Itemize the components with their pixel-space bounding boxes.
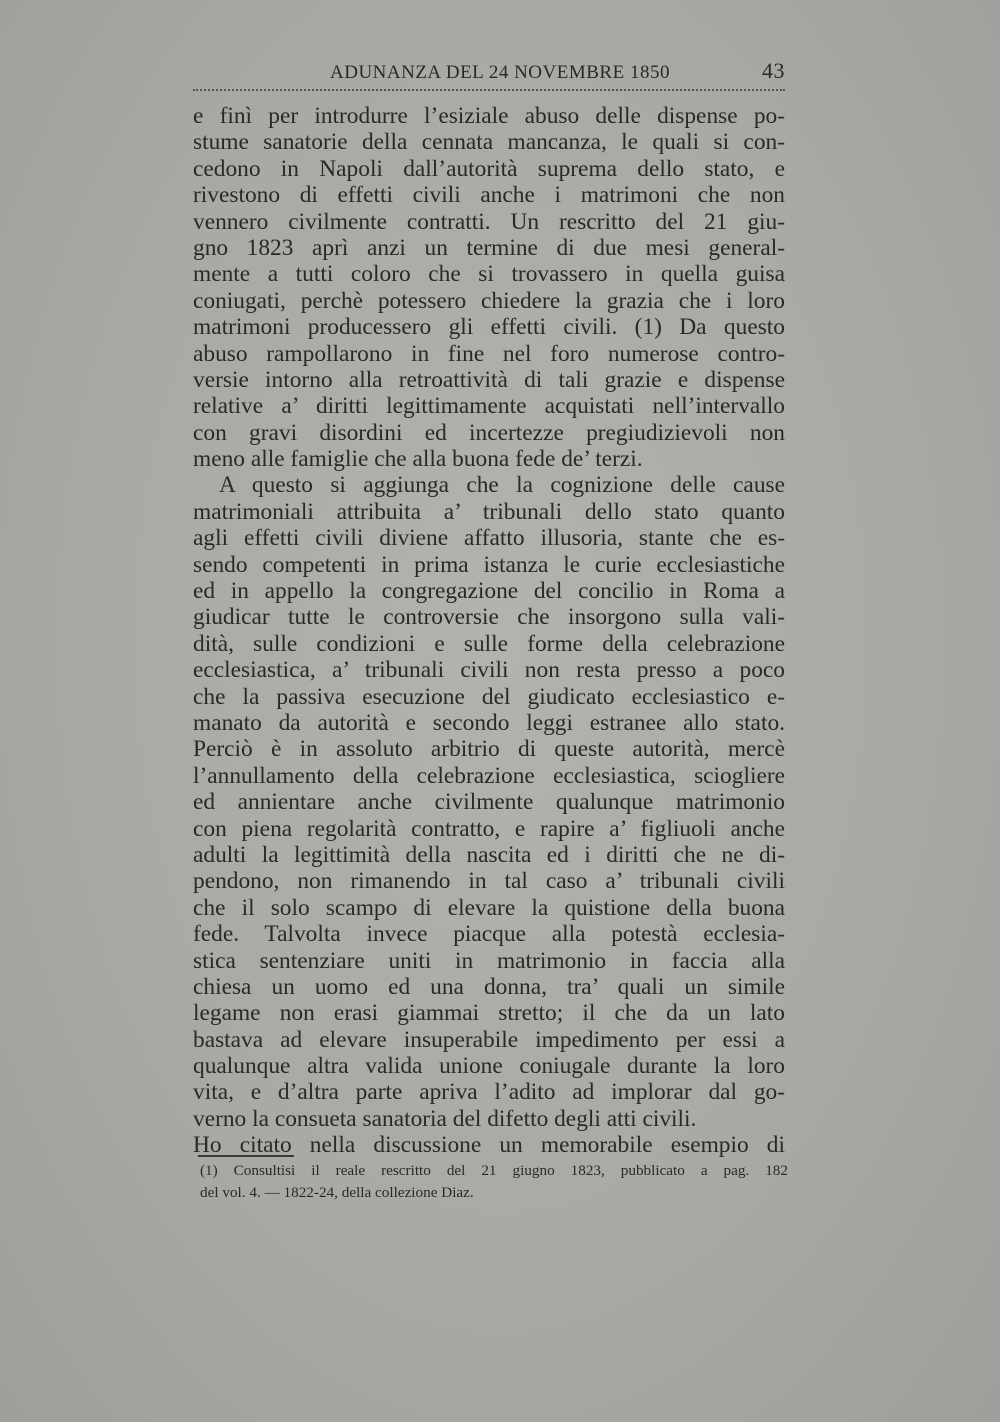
- body-text: [193, 103, 785, 1159]
- body-line: stume sanatorie della cennata mancanza, le quali si con-: [193, 129, 785, 156]
- body-line: con gravi disordini ed incertezze pregiudizievoli non: [193, 419, 785, 446]
- page-header: [330, 56, 785, 90]
- body-line: legame non erasi giammai stretto; il che da un lato: [193, 1000, 785, 1027]
- body-line: l’annullamento della celebrazione ecclesiastica, sciogliere: [193, 762, 785, 789]
- body-line: Perciò è in assoluto arbitrio di queste autorità, mercè: [193, 736, 785, 763]
- body-line: ed annientare anche civilmente qualunque matrimonio: [193, 789, 785, 816]
- body-line: ed in appello la congregazione del concilio in Roma a: [193, 578, 785, 605]
- body-line: verno la consueta sanatoria del difetto degli atti civili.: [193, 1105, 697, 1132]
- body-line: bastava ad elevare insuperabile impedimento per essi a: [193, 1026, 785, 1053]
- body-line: versie intorno alla retroattività di tali grazie e dispense: [193, 366, 785, 393]
- body-line: che il solo scampo di elevare la quistione della buona: [193, 894, 785, 921]
- footnote: [200, 1160, 788, 1204]
- body-line: vennero civilmente contratti. Un rescritto del 21 giu-: [193, 208, 785, 235]
- body-line: gno 1823 aprì anzi un termine di due mesi general-: [193, 234, 785, 261]
- body-line: coniugati, perchè potessero chiedere la grazia che i loro: [193, 287, 785, 314]
- body-line: dità, sulle condizioni e sulle forme della celebrazione: [193, 630, 785, 657]
- body-line: matrimoni producessero gli effetti civili. (1) Da questo: [193, 314, 785, 341]
- body-line: pendono, non rimanendo in tal caso a’ tribunali civili: [193, 868, 785, 895]
- body-line: con piena regolarità contratto, e rapire a’ figliuoli anche: [193, 815, 785, 842]
- body-line: fede. Talvolta invece piacque alla potestà ecclesia-: [193, 921, 785, 948]
- body-line: vita, e d’altra parte apriva l’adito ad implorar dal go-: [193, 1079, 785, 1106]
- body-line: meno alle famiglie che alla buona fede de’ terzi.: [193, 446, 643, 473]
- body-line: e finì per introdurre l’esiziale abuso delle dispense po-: [193, 103, 785, 129]
- body-line: relative a’ diritti legittimamente acquistati nell’intervallo: [193, 393, 785, 420]
- body-line: che la passiva esecuzione del giudicato ecclesiastico e-: [193, 683, 785, 710]
- body-line: A questo si aggiunga che la cognizione delle cause: [219, 472, 785, 499]
- page-number: 43: [762, 58, 785, 83]
- body-line: manato da autorità e secondo leggi estranee allo stato.: [193, 709, 785, 736]
- body-line: stica sentenziare uniti in matrimonio in faccia alla: [193, 947, 785, 974]
- body-line: agli effetti civili diviene affatto illusoria, stante che es-: [193, 525, 785, 552]
- footnote-line: del vol. 4. — 1822-24, della collezione Diaz.: [200, 1184, 474, 1201]
- body-line: rivestono di effetti civili anche i matrimoni che non: [193, 182, 785, 209]
- body-line: cedono in Napoli dall’autorità suprema dello stato, e: [193, 155, 785, 182]
- footnote-line: (1) Consultisi il reale rescritto del 21 giugno 1823, pubblicato a pag. 182: [200, 1162, 788, 1179]
- body-line: abuso rampollarono in fine nel foro numerose contro-: [193, 340, 785, 367]
- running-head: ADUNANZA DEL 24 NOVEMBRE 1850: [330, 62, 670, 83]
- body-line: sendo competenti in prima istanza le curie ecclesiastiche: [193, 551, 785, 578]
- body-line: mente a tutti coloro che si trovassero in quella guisa: [193, 261, 785, 288]
- body-line: ecclesiastica, a’ tribunali civili non resta presso a poco: [193, 657, 785, 684]
- body-line: matrimoniali attribuita a’ tribunali dello stato quanto: [193, 498, 785, 525]
- body-line: qualunque altra valida unione coniugale durante la loro: [193, 1053, 785, 1080]
- body-line: chiesa un uomo ed una donna, tra’ quali un simile: [193, 973, 785, 1000]
- body-line: giudicar tutte le controversie che insorgono sulla vali-: [193, 604, 785, 631]
- body-line: Ho citato nella discussione un memorabile esempio di: [193, 1132, 785, 1159]
- body-line: adulti la legittimità della nascita ed i diritti che ne di-: [193, 841, 785, 868]
- footnote-rule: [198, 1155, 294, 1157]
- header-rule: [193, 89, 785, 91]
